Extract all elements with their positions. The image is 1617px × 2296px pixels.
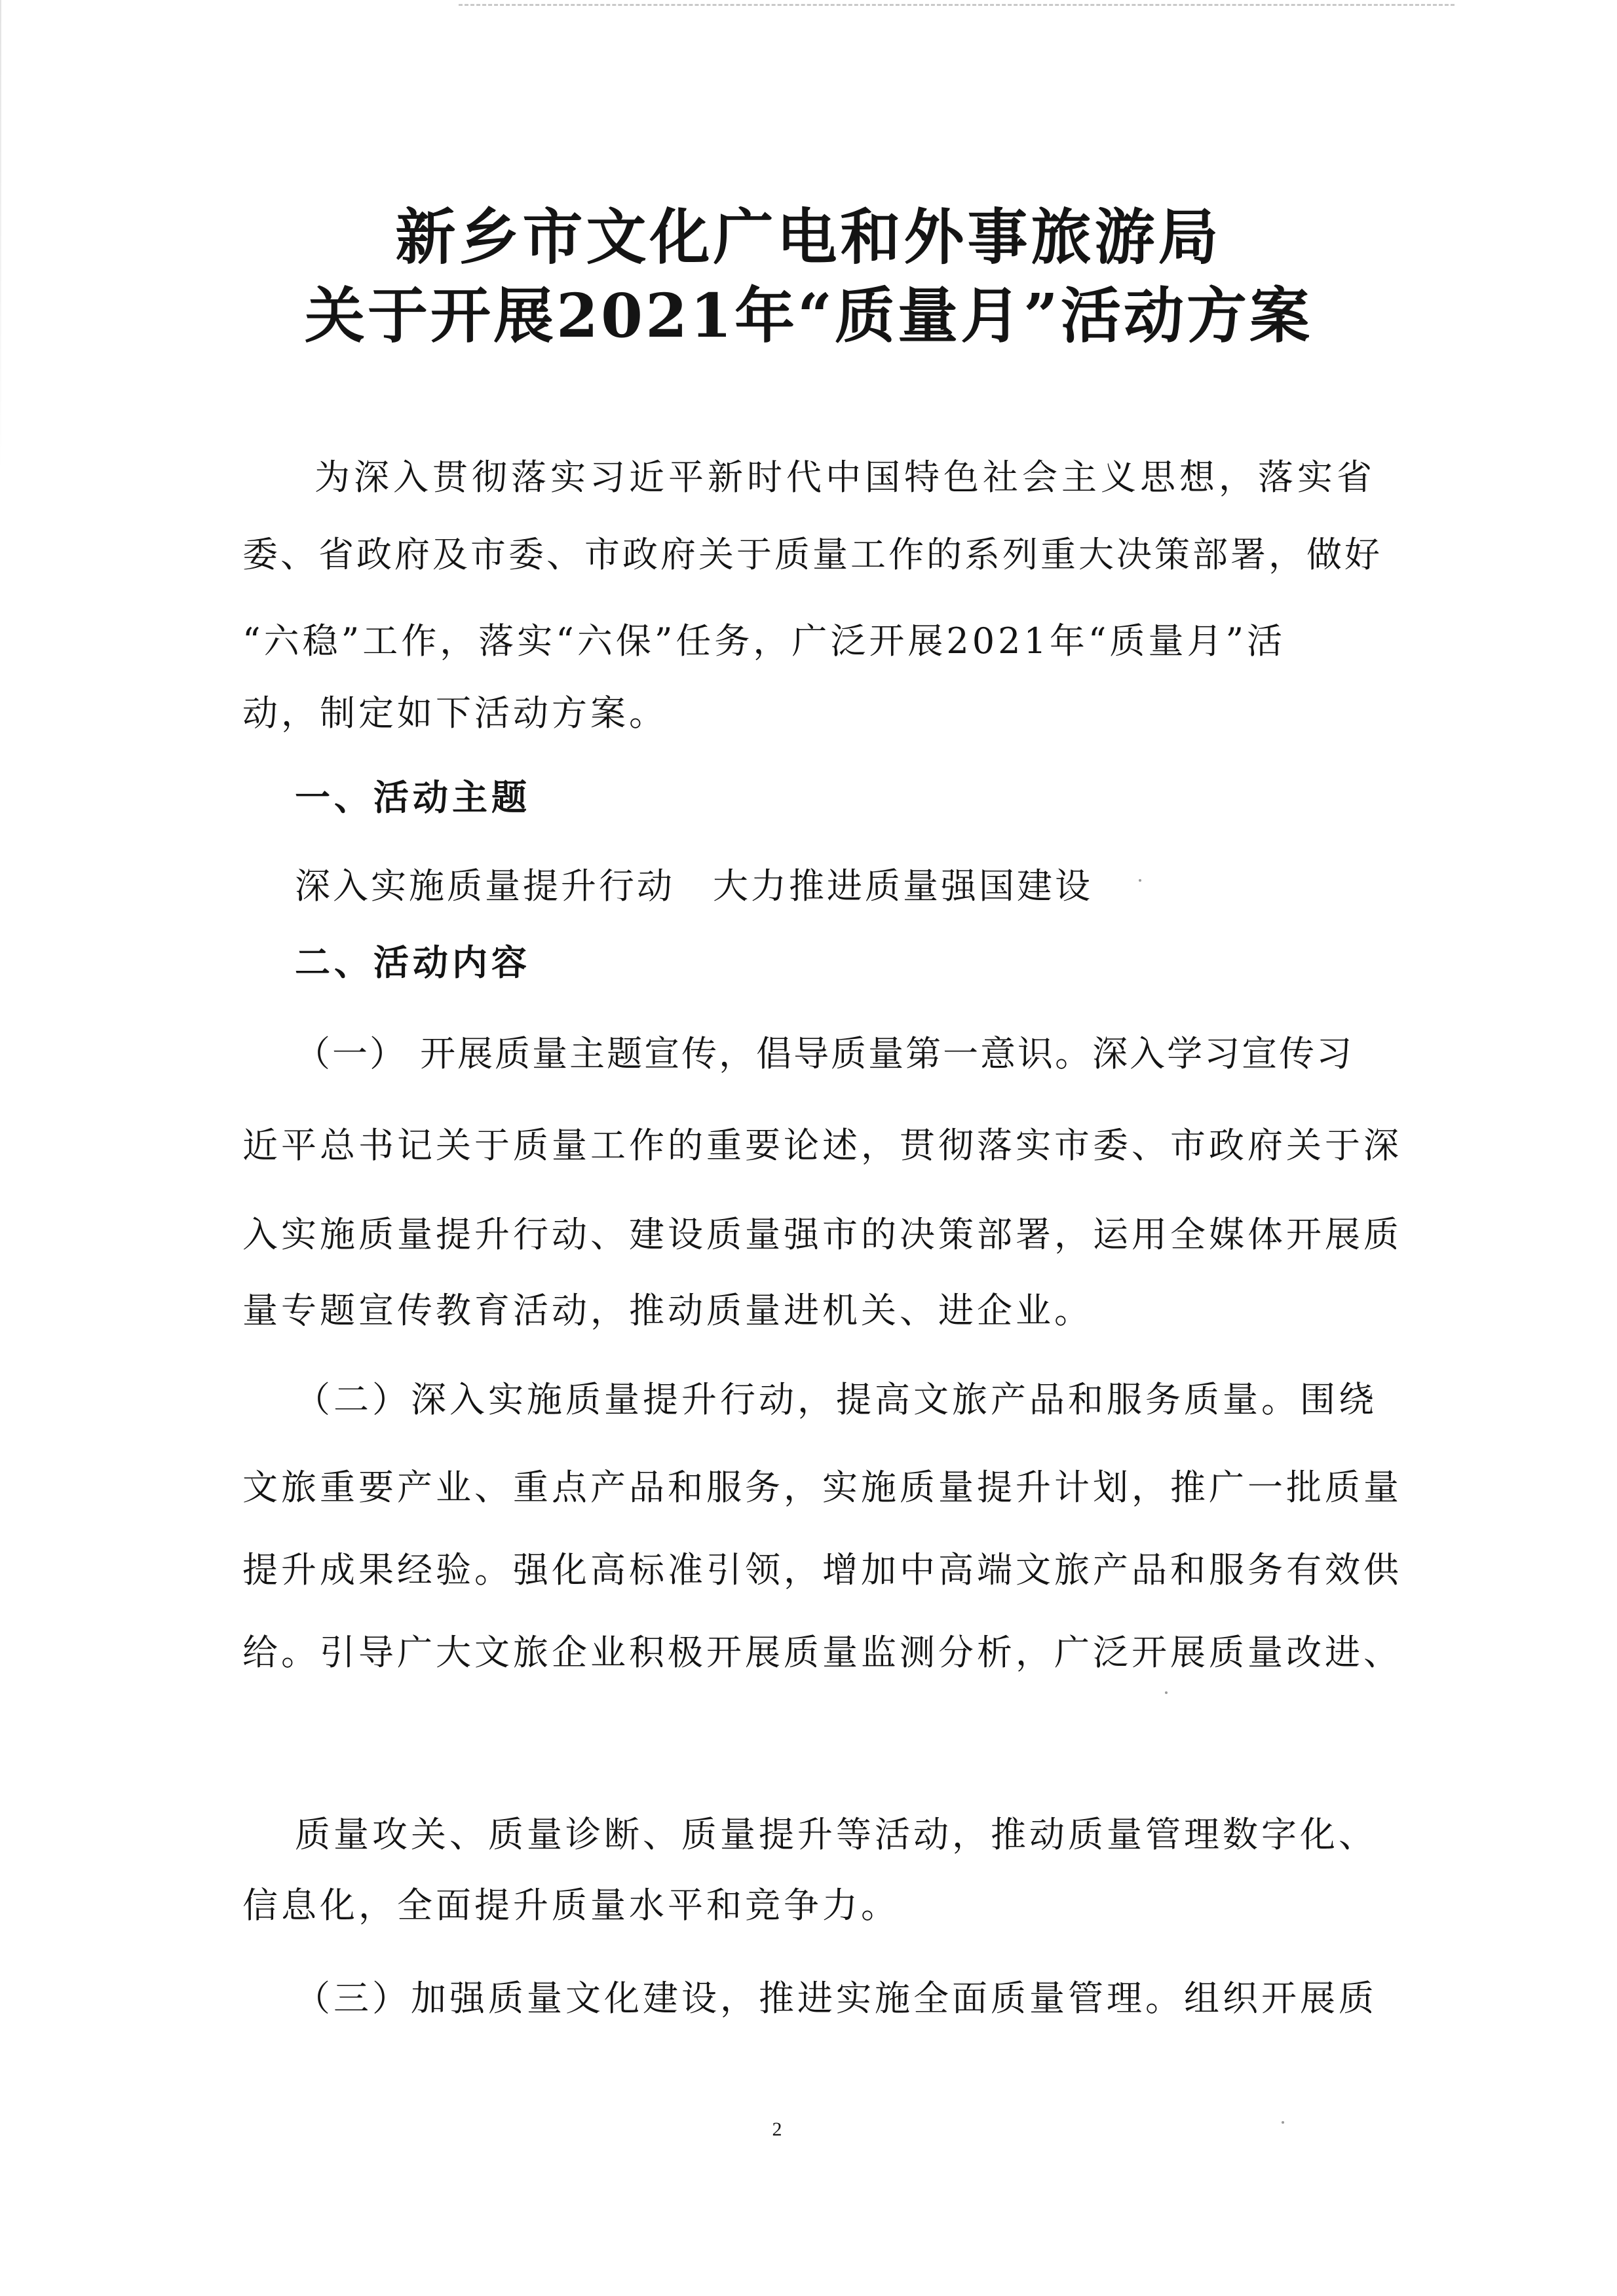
section-heading-theme: 一、活动主题 [295,776,531,818]
intro-line: “六稳”工作，落实“六保”任务，广泛开展2021年“质量月”活 [242,620,1286,662]
paragraph-line: 给。引导广大文旅企业积极开展质量监测分析，广泛开展质量改进、 [242,1632,1402,1673]
intro-line: 委、省政府及市委、市政府关于质量工作的系列重大决策部署，做好 [242,534,1382,575]
paragraph-line: （二）深入实施质量提升行动，提高文旅产品和服务质量。围绕 [295,1379,1377,1420]
paragraph-line: 提升成果经验。强化高标准引领，增加中高端文旅产品和服务有效供 [242,1549,1402,1590]
paragraph-line: 入实施质量提升行动、建设质量强市的决策部署，运用全媒体开展质 [242,1214,1402,1255]
intro-line: 为深入贯彻落实习近平新时代中国特色社会主义思想，落实省 [314,457,1376,498]
scan-edge-top [459,4,1455,6]
paragraph-line: （三）加强质量文化建设，推进实施全面质量管理。组织开展质 [295,1978,1377,2019]
intro-line: 动，制定如下活动方案。 [242,692,668,734]
paragraph-line: （一） 开展质量主题宣传，倡导质量第一意识。深入学习宣传习 [295,1033,1354,1074]
paragraph-line: 文旅重要产业、重点产品和服务，实施质量提升计划，推广一批质量 [242,1467,1402,1508]
scan-speck [1282,2121,1284,2124]
paragraph-line: 信息化，全面提升质量水平和竞争力。 [242,1885,900,1926]
paragraph-line: 质量攻关、质量诊断、质量提升等活动，推动质量管理数字化、 [295,1814,1377,1855]
theme-content: 深入实施质量提升行动 大力推进质量强国建设 [295,865,1093,907]
scan-speck [1165,1691,1168,1694]
paragraph-line: 量专题宣传教育活动，推动质量进机关、进企业。 [242,1290,1093,1331]
page-number: 2 [772,2118,782,2140]
document-title-line-2: 关于开展2021年“质量月”活动方案 [305,280,1312,351]
section-heading-content: 二、活动内容 [295,941,531,983]
paragraph-line: 近平总书记关于质量工作的重要论述，贯彻落实市委、市政府关于深 [242,1125,1402,1166]
scan-speck [1139,879,1141,882]
document-title-line-1: 新乡市文化广电和外事旅游局 [395,202,1222,273]
